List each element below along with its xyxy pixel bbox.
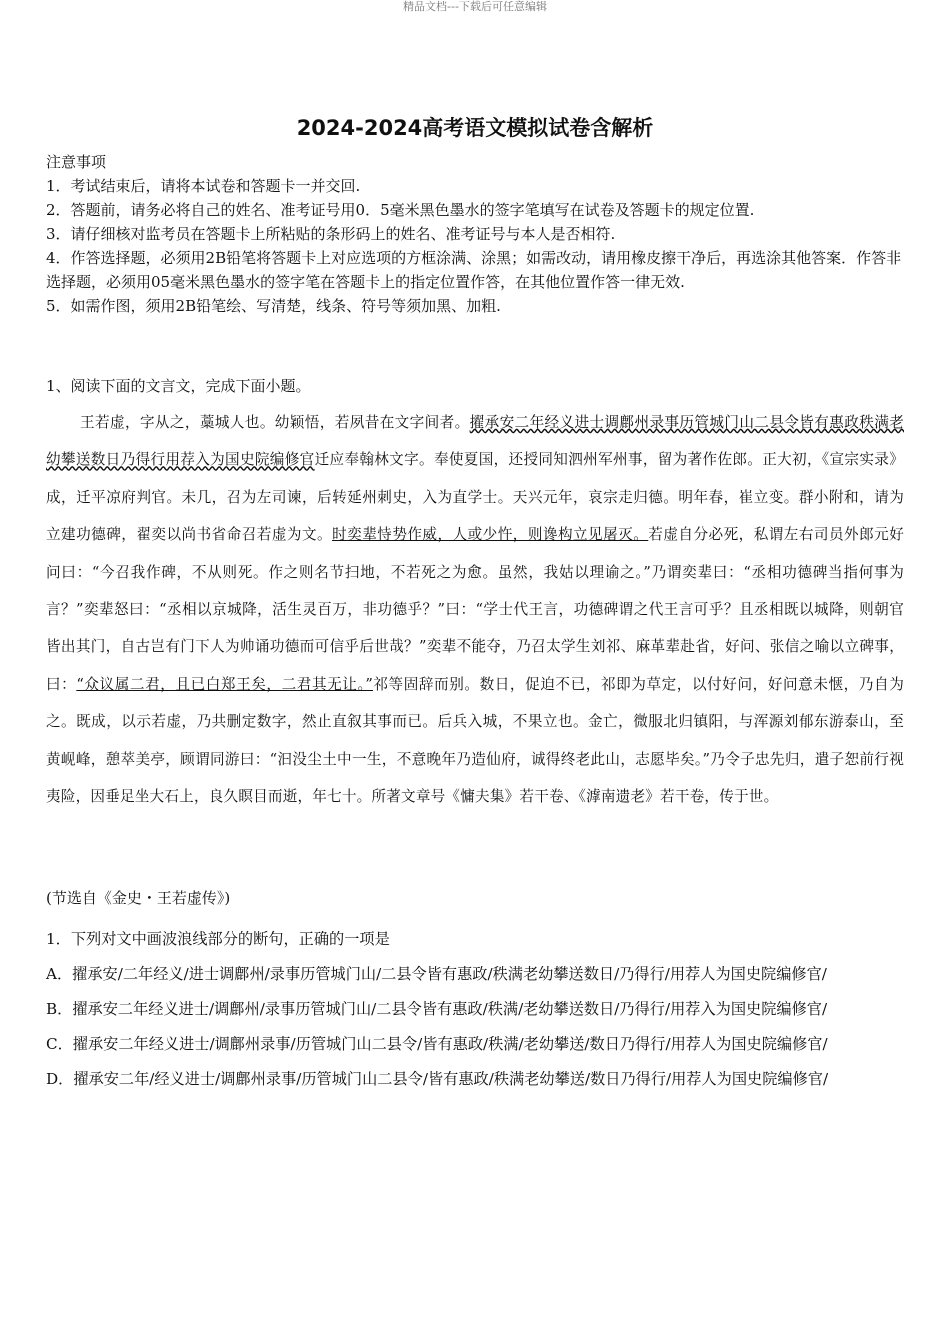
passage-text: 若虚自分必死，私谓左右司员外郎元好问曰：“今召我作碑，不从则死。作之则名节扫地，不若死之为愈。虽然，我姑以理谕之。”乃谓奕辈曰：“丞相功德碑当指何事为言？”奕辈怒曰：“丞相以京城降，活生灵百万，非功德乎？”曰：“学士代王言，功德碑谓之代王言可乎？且丞相既以城降，则朝官皆出其门，自古岂有门下人为帅诵功德而可信乎后世哉？”奕辈不能夺，乃召太学生刘祁、麻革辈赴省，好问、张信之喻以立碑事，曰：	[46, 526, 905, 693]
notice-item: 5．如需作图，须用2B铅笔绘、写清楚，线条、符号等须加黑、加粗.	[46, 297, 501, 315]
classical-passage	[46, 404, 904, 815]
question-stem: 1．下列对文中画波浪线部分的断句，正确的一项是	[46, 930, 390, 948]
wavy-underlined-text: 擢承安二年经义进士调鄜州录事历管城门山二县令皆有惠政秩满老幼攀送数日乃得行用荐入为国史院编修官	[46, 414, 905, 469]
option-b[interactable]: B．擢承安二年经义进士/调鄜州/录事历管城门山/二县令皆有惠政/秩满/老幼攀送数日/乃得行/用荐入为国史院编修官/	[46, 1000, 828, 1018]
question-block	[46, 922, 908, 1097]
notice-item: 1．考试结束后，请将本试卷和答题卡一并交回.	[46, 177, 361, 195]
passage-text: 迁应奉翰林文字。奉使夏国，还授同知泗州军州事，留为著作佐郎。正大初，《宣宗实录》成，迁平凉府判官。未几，召为左司谏，后转延州刺史，入为直学士。天兴元年，哀宗走归德。明年春，崔立变。群小附和，请为立建功德碑，翟奕以尚书省命召若虚为文。	[46, 451, 904, 544]
notice-item: 3．请仔细核对监考员在答题卡上所粘贴的条形码上的姓名、准考证号与本人是否相符.	[46, 225, 616, 243]
notice-item: 4．作答选择题，必须用2B铅笔将答题卡上对应选项的方框涂满、涂黑；如需改动，请用橡皮擦干净后，再选涂其他答案．作答非选择题，必须用05毫米黑色墨水的签字笔在答题卡上的指定位置作答，在其他位置作答一律无效.	[46, 249, 902, 291]
underlined-sentence: 时奕辈恃势作威，人或少忤，则谗构立见屠灭。	[332, 526, 649, 544]
question-intro: 1、阅读下面的文言文，完成下面小题。	[46, 377, 311, 395]
passage-text: 祁等固辞而别。数日，促迫不已，祁即为草定，以付好问，好问意未惬，乃自为之。既成，以示若虚，乃共删定数字，然止直叙其事而已。后兵入城，不果立也。金亡，微服北归镇阳，与浑源刘郁东游泰山，至黄岘峰，憩萃美亭，顾谓同游曰：“汩没尘土中一生，不意晚年乃造仙府，诚得终老此山，志愿毕矣。”乃令子忠先归，遣子恕前行视夷险，因垂足坐大石上，良久瞑目而逝，年七十。所著文章号《慵夫集》若干卷、《滹南遗老》若干卷，传于世。	[46, 675, 904, 806]
page-title: 2024-2024高考语文模拟试卷含解析	[296, 116, 654, 140]
passage-source: (节选自《金史・王若虚传》)	[46, 889, 231, 907]
option-d[interactable]: D．擢承安二年/经义进士/调鄜州录事/历管城门山二县令/皆有惠政/秩满老幼攀送/数日乃得行/用荐人为国史院编修官/	[46, 1070, 829, 1088]
notice-heading: 注意事项	[46, 153, 107, 171]
notice-item: 2．答题前，请务必将自己的姓名、准考证号用0．5毫米黑色墨水的签字笔填写在试卷及答题卡的规定位置.	[46, 201, 755, 219]
passage-text: 王若虚，字从之，藁城人也。幼颖悟，若夙昔在文字间者。	[80, 414, 470, 431]
notice-section	[46, 150, 910, 318]
option-a[interactable]: A．擢承安/二年经义/进士调鄜州/录事历管城门山/二县令皆有惠政/秩满老幼攀送数日/乃得行/用荐人为国史院编修官/	[46, 965, 827, 983]
underlined-sentence: “众议属二君，且已白郑王矣，二君其无让。”	[76, 675, 373, 693]
option-c[interactable]: C．擢承安二年经义进士/调鄜州录事/历管城门山二县令/皆有惠政/秩满/老幼攀送/数日乃得行/用荐人为国史院编修官/	[46, 1035, 828, 1053]
page-header: 精品文档---下载后可任意编辑	[403, 0, 547, 13]
